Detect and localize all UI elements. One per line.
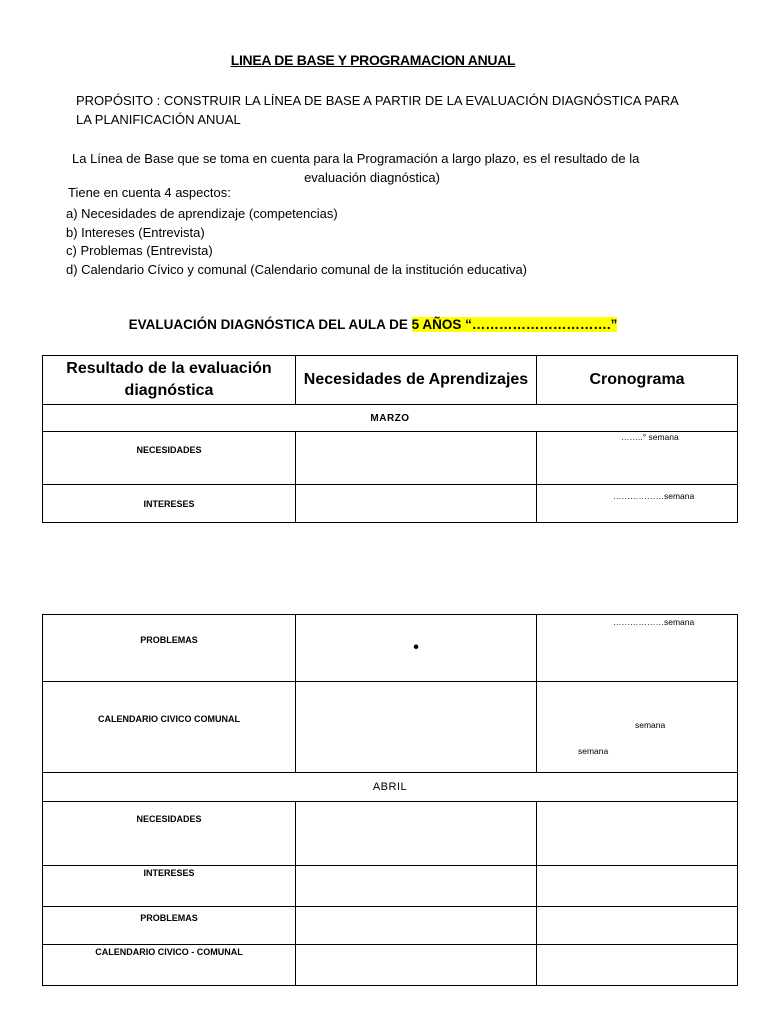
aspect-item: a) Necesidades de aprendizaje (competencias) xyxy=(66,206,338,221)
cronograma-cell[interactable] xyxy=(537,615,738,682)
aspect-item: c) Problemas (Entrevista) xyxy=(66,243,213,259)
evaluation-subtitle xyxy=(0,317,746,332)
aspects-list xyxy=(66,205,527,280)
header-cronograma: Cronograma xyxy=(537,356,738,405)
necesidades-cell[interactable]: • xyxy=(296,615,537,682)
month-label-marzo: MARZO xyxy=(43,405,738,432)
purpose-line-1: PROPÓSITO : CONSTRUIR LA LÍNEA DE BASE A PARTIR DE LA EVALUACIÓN DIAGNÓSTICA PARA xyxy=(76,93,679,108)
row-label-necesidades: NECESIDADES xyxy=(43,802,296,866)
row-label-problemas: PROBLEMAS xyxy=(43,615,296,682)
month-row xyxy=(43,773,738,802)
aspect-item: b) Intereses (Entrevista) xyxy=(66,224,205,240)
intro-text xyxy=(72,149,692,187)
cronograma-note: semana xyxy=(578,746,609,756)
cronograma-cell[interactable] xyxy=(537,907,738,945)
row-label-calendario: CALENDARIO CIVICO - COMUNAL xyxy=(43,945,296,986)
row-label-intereses: INTERESES xyxy=(43,485,296,523)
diagnostic-table-april xyxy=(42,614,738,986)
row-label-necesidades: NECESIDADES xyxy=(43,432,296,485)
intro-line-1: La Línea de Base que se toma en cuenta para la Programación a largo plazo, es el resultado de la xyxy=(72,151,640,166)
table-row xyxy=(43,866,738,907)
cronograma-cell[interactable] xyxy=(537,945,738,986)
aspects-heading: Tiene en cuenta 4 aspectos: xyxy=(68,185,231,200)
table-header-row xyxy=(43,356,738,405)
table-row xyxy=(43,907,738,945)
necesidades-cell[interactable] xyxy=(296,866,537,907)
header-resultado: Resultado de la evaluación diagnóstica xyxy=(43,356,296,405)
month-row xyxy=(43,405,738,432)
aspect-item: d) Calendario Cívico y comunal (Calendario comunal de la institución educativa) xyxy=(66,262,528,278)
necesidades-cell[interactable] xyxy=(296,802,537,866)
table-row xyxy=(43,432,738,485)
row-label-calendario: CALENDARIO CIVICO COMUNAL xyxy=(43,682,296,773)
table-row xyxy=(43,802,738,866)
cronograma-cell[interactable] xyxy=(537,866,738,907)
cronograma-cell[interactable] xyxy=(537,432,738,485)
cronograma-cell[interactable] xyxy=(537,682,738,773)
necesidades-cell[interactable] xyxy=(296,485,537,523)
table-row xyxy=(43,485,738,523)
header-necesidades: Necesidades de Aprendizajes xyxy=(296,356,537,405)
purpose-text xyxy=(76,91,696,129)
row-label-intereses: INTERESES xyxy=(43,866,296,907)
row-label-problemas: PROBLEMAS xyxy=(43,907,296,945)
table-row xyxy=(43,615,738,682)
subtitle-highlight: 5 AÑOS “………………………….” xyxy=(411,317,618,332)
cronograma-note: semana xyxy=(635,720,666,730)
table-row xyxy=(43,945,738,986)
necesidades-cell[interactable] xyxy=(296,432,537,485)
cronograma-note: ……..° semana xyxy=(621,432,679,442)
purpose-line-2: LA PLANIFICACIÓN ANUAL xyxy=(76,112,241,127)
cronograma-note: ………………semana xyxy=(613,617,695,627)
diagnostic-table-march xyxy=(42,355,738,523)
month-label-abril: ABRIL xyxy=(43,773,738,802)
necesidades-cell[interactable] xyxy=(296,945,537,986)
document-title: LINEA DE BASE Y PROGRAMACION ANUAL xyxy=(230,52,516,68)
cronograma-cell[interactable] xyxy=(537,802,738,866)
cronograma-note: ………………semana xyxy=(613,491,695,501)
necesidades-cell[interactable] xyxy=(296,682,537,773)
table-row xyxy=(43,682,738,773)
necesidades-cell[interactable] xyxy=(296,907,537,945)
cronograma-cell[interactable] xyxy=(537,485,738,523)
intro-line-2: evaluación diagnóstica) xyxy=(304,170,440,185)
subtitle-prefix: EVALUACIÓN DIAGNÓSTICA DEL AULA DE xyxy=(128,317,412,332)
